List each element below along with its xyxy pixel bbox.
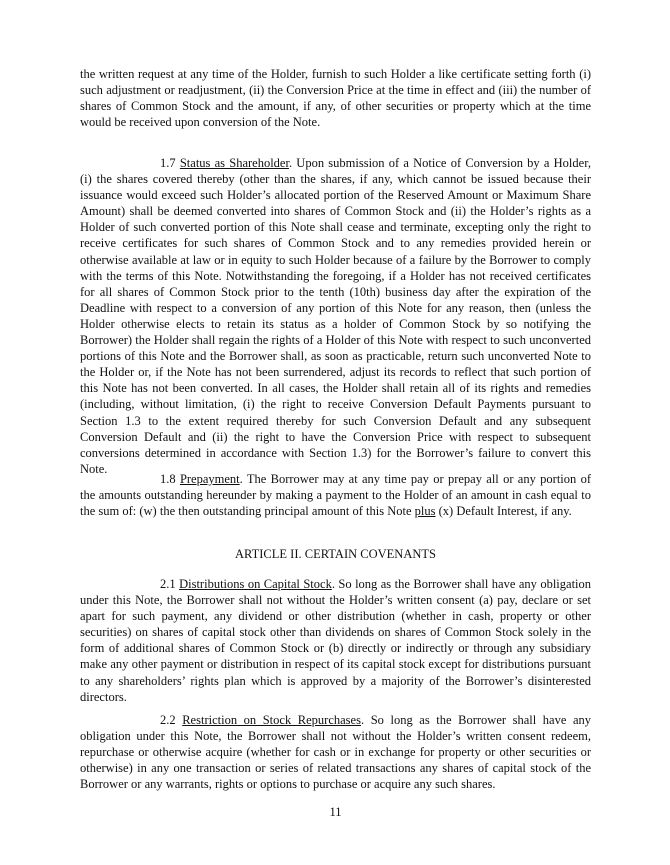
section-2-1-title: Distributions on Capital Stock: [179, 577, 332, 591]
section-1-8-body-after: (x) Default Interest, if any.: [438, 504, 572, 519]
section-1-8-body-before: The Borrower may at any time pay or prepay all or any portion of the amounts outstanding hereunder by making a payment to the Holder of an amount in cash equal to the sum of: (w) the then outstanding principal amount of this Note: [80, 472, 591, 519]
section-2-2-title: Restriction on Stock Repurchases: [182, 713, 361, 727]
section-2-2-body: So long as the Borrower shall have any obligation under this Note, the Borrower shall not without the Holder’s written consent redeem, repurchase or otherwise acquire (whether for cash or in exchange for property or other securities or otherwise) in any one transaction or series of related transactions any shares of capital stock of the Borrower or any warrants, rights or options to purchase or acquire any such shares.: [80, 713, 592, 792]
section-2-2-paragraph: 2.2 Restriction on Stock Repurchases. So long as the Borrower shall have any obligation under this Note, the Borrower shall not without the Holder’s written consent redeem, repurchase or otherwise acquire (whether for cash or in exchange for property or other securities or otherwise) in any one transaction or series of related transactions any shares of capital stock of the Borrower or any warrants, rights or options to purchase or acquire any such shares.: [80, 713, 592, 792]
section-1-8-title: Prepayment: [179, 472, 240, 486]
section-2-1-body: So long as the Borrower shall have any obligation under this Note, the Borrower shall not without the Holder’s written consent (a) pay, declare or set apart for such payment, any dividend or other distribution (whether in cash, property or other securities) on shares of capital stock other than dividends on shares of Common Stock solely in the form of additional shares of Common Stock or (b) directly or indirectly or through any subsidiary make any other payment or distribution in respect of its capital stock except for distributions pursuant to any shareholders’ rights plan which is approved by a majority of the Borrower’s disinterested directors.: [80, 577, 592, 704]
page-number: 11: [329, 805, 342, 819]
section-1-8-plus: plus: [414, 504, 436, 519]
section-1-8-number: 1.8: [160, 472, 176, 486]
section-2-1-number: 2.1: [160, 577, 176, 591]
section-1-7-number: 1.7: [160, 156, 176, 170]
section-1-8-paragraph: 1.8 Prepayment. The Borrower may at any time pay or prepay all or any portion of the amounts outstanding hereunder by making a payment to the Holder of an amount in cash equal to the sum of: (w) the then outstanding principal amount of this Note plus (x) Default Interest, if any.: [80, 472, 591, 519]
section-2-1-paragraph: 2.1 Distributions on Capital Stock. So long as the Borrower shall have any obligation under this Note, the Borrower shall not without the Holder’s written consent (a) pay, declare or set apart for such payment, any dividend or other distribution (whether in cash, property or other securities) on shares of capital stock other than dividends on shares of Common Stock solely in the form of additional shares of Common Stock or (b) directly or indirectly or through any subsidiary make any other payment or distribution in respect of its capital stock except for distributions pursuant to any shareholders’ rights plan which is approved by a majority of the Borrower’s disinterested directors.: [80, 577, 592, 704]
section-2-2-number: 2.2: [160, 713, 176, 727]
intro-paragraph: the written request at any time of the Holder, furnish to such Holder a like certificate setting forth (i) such adjustment or readjustment, (ii) the Conversion Price at the time in effect and (iii) the number of shares of Common Stock and the amount, if any, of other securities or property which at the time would be received upon conversion of the Note.: [80, 67, 591, 130]
section-1-7-paragraph: 1.7 Status as Shareholder. Upon submission of a Notice of Conversion by a Holder, (i) the shares covered thereby (other than the shares, if any, which cannot be issued because their issuance would exceed such Holder’s allocated portion of the Reserved Amount or Maximum Share Amount) shall be deemed converted into shares of Common Stock and (ii) the Holder’s rights as a Holder of such converted portion of this Note shall cease and terminate, excepting only the right to receive certificates for such shares of Common Stock and to any remedies provided herein or otherwise available at law or in equity to such Holder because of a failure by the Borrower to comply with the terms of this Note. Notwithstanding the foregoing, if a Holder has not received certificates for all shares of Common Stock prior to the tenth (10th) business day after the expiration of the Deadline with respect to a conversion of any portion of this Note for any reason, then (unless the Holder otherwise elects to retain its status as a holder of Common Stock by so notifying the Borrower) the Holder shall regain the rights of a Holder of this Note with respect to such unconverted portions of this Note and the Borrower shall, as soon as practicable, return such unconverted Note to the Holder or, if the Note has not been surrendered, adjust its records to reflect that such portion of this Note has not been converted. In all cases, the Holder shall retain all of its rights and remedies (including, without limitation, (i) the right to receive Conversion Default Payments pursuant to Section 1.3 to the extent required thereby for such Conversion Default and any subsequent Conversion Default and (ii) the right to have the Conversion Price with respect to subsequent conversions determined in accordance with Section 1.3) for the Borrower’s failure to convert this Note.: [80, 156, 591, 476]
section-1-7-body: Upon submission of a Notice of Conversion by a Holder, (i) the shares covered thereby (other than the shares, if any, which cannot be issued because their issuance would exceed such Holder’s allocated portion of the Reserved Amount or Maximum Share Amount) shall be deemed converted into shares of Common Stock and (ii) the Holder’s rights as a Holder of such converted portion of this Note shall cease and terminate, excepting only the right to receive certificates for such shares of Common Stock and to any remedies provided herein or otherwise available at law or in equity to such Holder because of a failure by the Borrower to comply with the terms of this Note. Notwithstanding the foregoing, if a Holder has not received certificates for all shares of Common Stock prior to the tenth (10th) business day after the expiration of the Deadline with respect to a conversion of any portion of this Note for any reason, then (unless the Holder otherwise elects to retain its status as a holder of Common Stock by so notifying the Borrower) the Holder shall regain the rights of a Holder of this Note with respect to such unconverted portions of this Note and the Borrower shall, as soon as practicable, return such unconverted Note to the Holder or, if the Note has not been surrendered, adjust its records to reflect that such portion of this Note has not been converted. In all cases, the Holder shall retain all of its rights and remedies (including, without limitation, (i) the right to receive Conversion Default Payments pursuant to Section 1.3 to the extent required thereby for such Conversion Default and any subsequent Conversion Default and (ii) the right to have the Conversion Price with respect to subsequent conversions determined in accordance with Section 1.3) for the Borrower’s failure to convert this Note.: [80, 156, 591, 476]
section-1-7-title: Status as Shareholder: [179, 156, 289, 170]
article-2-heading: ARTICLE II. CERTAIN COVENANTS: [235, 547, 436, 561]
